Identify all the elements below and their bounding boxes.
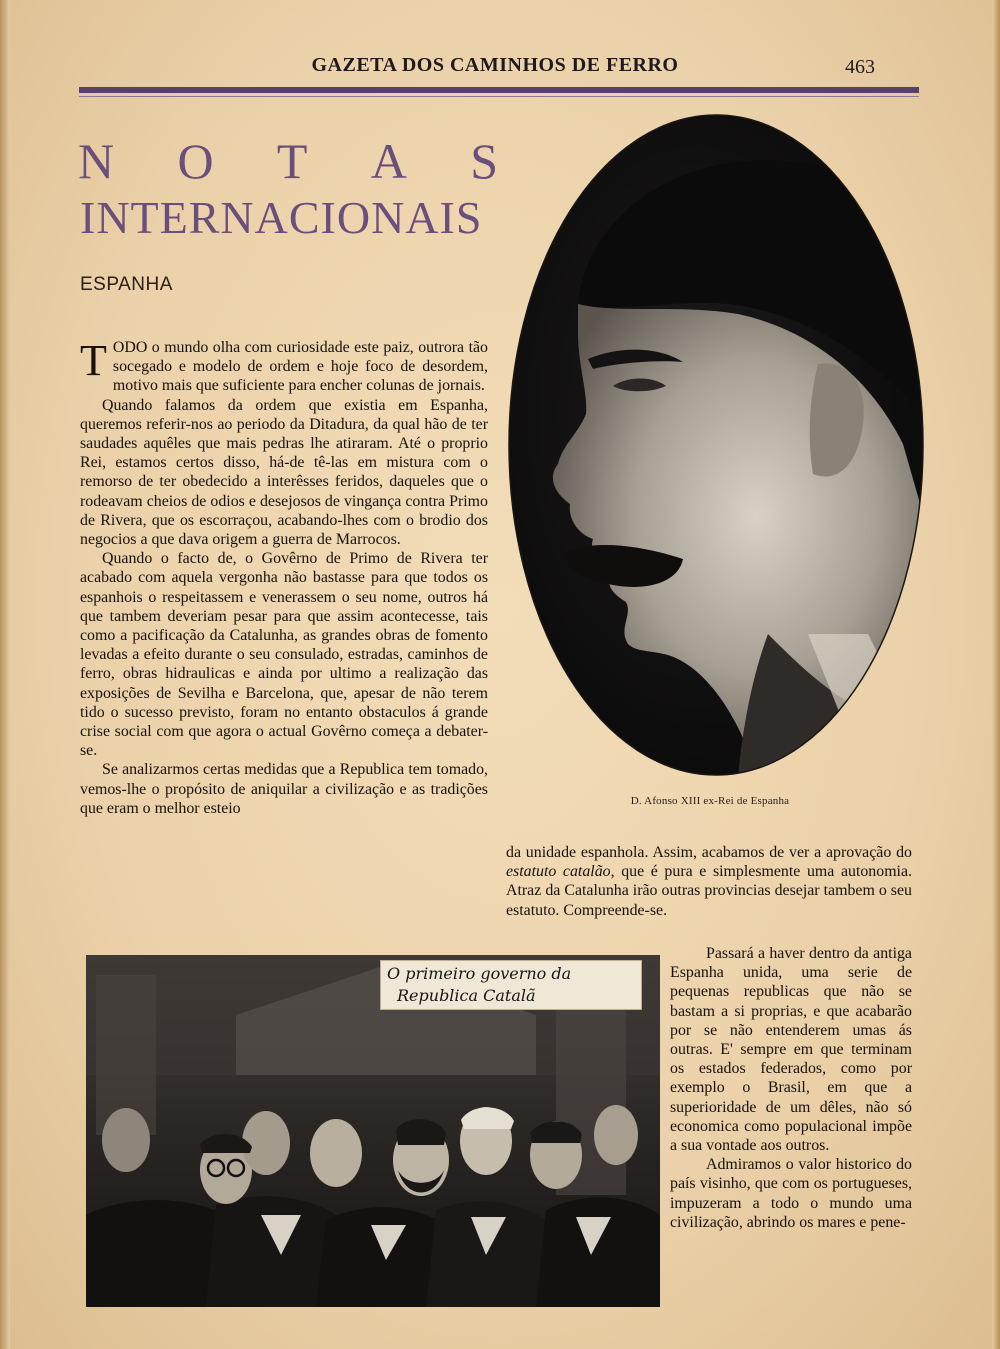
publication-title: GAZETA DOS CAMINHOS DE FERRO — [311, 54, 679, 76]
article-column-left — [80, 338, 488, 818]
title-letter: S — [470, 133, 498, 189]
title-letter: T — [276, 133, 308, 189]
title-letter: N — [78, 133, 115, 189]
title-letter: A — [370, 133, 407, 189]
paragraph: Admiramos o valor historico do país visinho, que com os portugueses, impuzeram a todo o mundo uma civilização, abrindo os mares e pene- — [670, 1156, 912, 1231]
paragraph: Quando falamos da ordem que existia em Espanha, queremos referir-nos ao periodo da Ditadura, da qual hão de ter saudades aquêles que mais pedras lhe atiraram. Até o proprio Rei, estamos certos disso, há-de tê-las em mistura com o remorso de ter obedecido a interêsses feridos, daqueles que o rodeavam cheios de odios e desejosos de vingança contra Primo de Rivera, que os escorraçou, acabando-lhes com o brodio dos negocios a que dava origem a guerra de Marrocos. — [80, 396, 488, 549]
portrait-caption: D. Afonso XIII ex-Rei de Espanha — [630, 795, 790, 807]
page-edge-right — [992, 0, 1000, 1349]
article-title-line1 — [78, 133, 498, 189]
portrait-image — [508, 114, 924, 777]
article-column-right-bottom — [670, 944, 912, 1232]
drop-cap: T — [80, 336, 107, 385]
paragraph: Se analizarmos certas medidas que a Republica tem tomado, vemos-lhe o propósito de aniquilar a civilização e as tradições que eram o melhor esteio — [80, 761, 488, 817]
portrait-photo — [508, 114, 924, 777]
title-letter: O — [177, 133, 214, 189]
paragraph: da unidade espanhola. Assim, acabamos de ver a aprovação do estatuto catalão, que é pura e simplesmente uma autonomia. Atraz da Catalunha irão outras provincias desejar tambem o seu estatuto. Compreende-se. — [506, 844, 912, 919]
section-heading: ESPANHA — [80, 274, 173, 295]
page-edge-left — [0, 0, 10, 1349]
group-photo-label — [380, 960, 642, 1010]
article-column-right-top — [506, 843, 912, 920]
group-photo-label-line2: Republica Catalã — [397, 986, 536, 1005]
header-rule — [79, 87, 919, 93]
article-title-line2: INTERNACIONAIS — [80, 192, 483, 243]
group-photo-label-line1: O primeiro governo da — [387, 964, 572, 983]
paragraph: Passará a haver dentro da antiga Espanha unida, uma serie de pequenas republicas que não se bastam a si proprias, e que acabarão por se não entenderem umas ás outras. E' sempre em que terminam os estados federados, como por exemplo o Brasil, em que a superioridade de um dêles, não só economica como populacional impõe a sua vontade aos outros. — [670, 945, 912, 1155]
italic-term: estatuto catalão — [506, 863, 611, 881]
paragraph: Quando o facto de, o Govêrno de Primo de Rivera ter acabado com aquela vergonha não bastasse para que todos os espanhois o respeitassem e venerassem o seu nome, outros há que tambem deveriam pesar para que assim acontecesse, tais como a pacificação da Catalunha, as grandes obras de fomento levadas a efeito durante o seu consulado, estradas, caminhos de ferro, obras hidraulicas e ainda por ultimo a realização das exposições de Sevilha e Barcelona, que, apesar de não terem tido o sucesso previsto, foram no entanto obstaculos á grande crise social com que agora o actual Govêrno começa a debater-se. — [80, 550, 488, 760]
paragraph: TODO o mundo olha com curiosidade este paiz, outrora tão socegado e modelo de ordem e hoje foco de desordem, motivo mais que suficiente para encher colunas de jornais. — [80, 336, 488, 395]
page-number: 463 — [845, 56, 875, 78]
header-rule-thin — [79, 96, 919, 97]
